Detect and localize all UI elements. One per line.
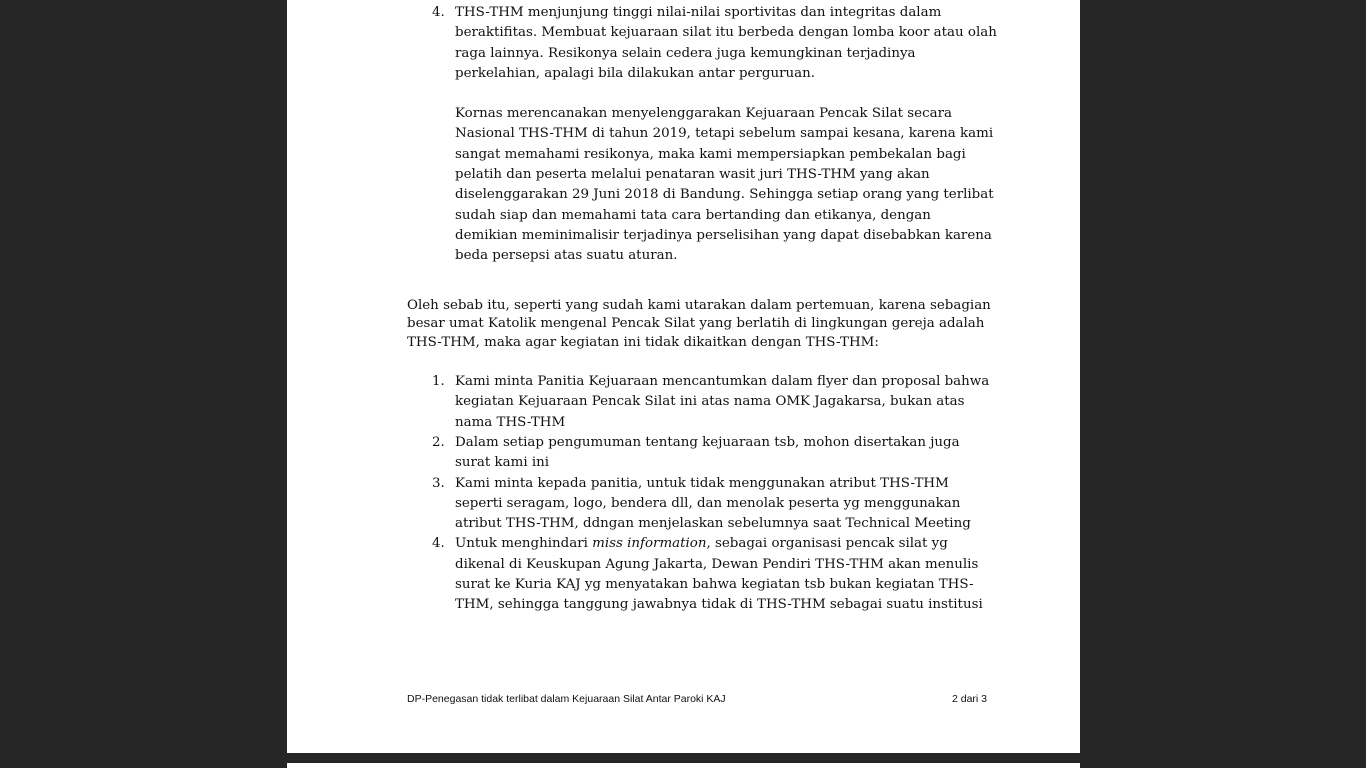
list-item-text <box>455 536 983 612</box>
list-item-text: Kami minta kepada panitia, untuk tidak menggunakan atribut THS-THM seperti seragam, logo, bendera dll, dan menolak peserta yg menggunakan atribut THS-THM, ddngan menjelaskan sebelumnya saat Technical Meeting <box>455 475 971 532</box>
list-number: 4. <box>432 536 445 552</box>
list-item-text: Kami minta Panitia Kejuaraan mencantumkan dalam flyer dan proposal bahwa kegiatan Kejuaraan Pencak Silat ini atas nama OMK Jagakarsa, bukan atas nama THS-THM <box>455 374 990 430</box>
list-number: 2. <box>432 434 445 450</box>
document-page <box>287 0 1080 753</box>
list-number: 1. <box>432 374 445 390</box>
closing-paragraph: Oleh sebab itu, seperti yang sudah kami utarakan dalam pertemuan, karena sebagian besar umat Katolik mengenal Pencak Silat yang berlatih di lingkungan gereja adalah THS-THM, maka agar kegiatan ini tidak dikaitkan dengan THS-THM: <box>407 297 991 350</box>
list-item-text-before: Untuk menghindari <box>455 536 593 552</box>
page-footer <box>407 693 987 705</box>
list-number: 3. <box>432 475 445 491</box>
page-number: 2 dari 3 <box>951 693 987 705</box>
list-item-text-after: , sebagai organisasi pencak silat yg dikenal di Keuskupan Agung Jakarta, Dewan Pendiri THS-THM akan menulis surat ke Kuria KAJ yg menyatakan bahwa kegiatan tsb bukan kegiatan THS-THM, sehingga tanggung jawabnya tidak di THS-THM sebagai suatu institusi <box>455 536 983 613</box>
list-item-text: THS-THM menjunjung tinggi nilai-nilai sportivitas dan integritas dalam beraktifitas. Membuat kejuaraan silat itu berbeda dengan lomba koor atau olah raga lainnya. Resikonya selain cedera juga kemungkinan terjadinya perkelahian, apalagi bila dilakukan antar perguruan. <box>455 5 997 81</box>
list-item <box>407 372 997 433</box>
list-item <box>407 474 997 535</box>
next-page <box>287 763 1080 768</box>
list-item-text: Dalam setiap pengumuman tentang kejuaraan tsb, mohon disertakan juga surat kami ini <box>455 434 960 471</box>
list-item <box>407 534 997 615</box>
footer-title: DP-Penegasan tidak terlibat dalam Kejuaraan Silat Antar Paroki KAJ <box>407 693 726 705</box>
list-item <box>407 433 997 474</box>
numbered-list-b <box>407 372 997 616</box>
list-number: 4. <box>432 5 445 20</box>
italic-term: miss information <box>592 536 707 552</box>
numbered-list-a <box>407 3 997 84</box>
list-item <box>407 3 997 84</box>
page-body <box>407 3 997 616</box>
sub-paragraph: Kornas merencanakan menyelenggarakan Kejuaraan Pencak Silat secara Nasional THS-THM di tahun 2019, tetapi sebelum sampai kesana, karena kami sangat memahami resikonya, maka kami mempersiapkan pembekalan bagi pelatih dan peserta melalui penataran wasit juri THS-THM yang akan diselenggarakan 29 Juni 2018 di Bandung. Sehingga setiap orang yang terlibat sudah siap dan memahami tata cara bertanding dan etikanya, dengan demikian meminimalisir terjadinya perselisihan yang dapat disebabkan karena beda persepsi atas suatu aturan. <box>455 106 994 264</box>
